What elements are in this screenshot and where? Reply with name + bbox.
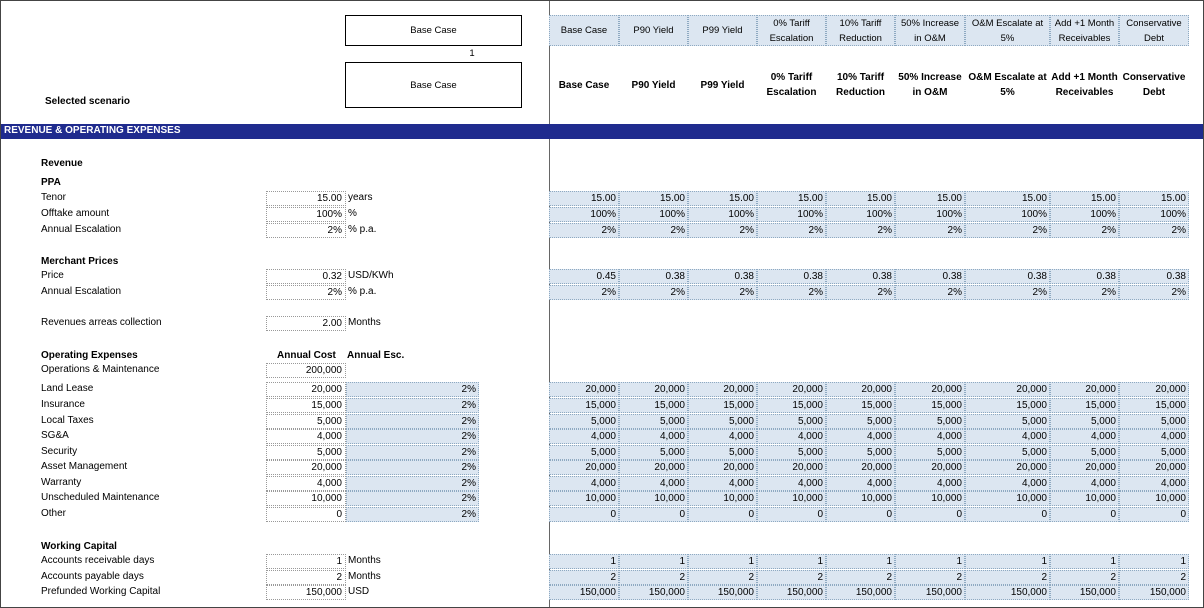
scenario-value: 4,000 bbox=[1050, 476, 1119, 491]
input-cell[interactable]: 1 bbox=[266, 554, 346, 569]
scenario-value: 150,000 bbox=[619, 585, 688, 600]
scenario-value: 5,000 bbox=[619, 445, 688, 460]
row-label: Asset Management bbox=[41, 461, 128, 472]
scenario-value: 2% bbox=[757, 223, 826, 238]
row-label: Insurance bbox=[41, 399, 85, 410]
scenario-value: 0.38 bbox=[1050, 269, 1119, 284]
row-label: Accounts payable days bbox=[41, 571, 144, 582]
scenario-value: 15.00 bbox=[757, 191, 826, 206]
scenario-value: 2% bbox=[549, 223, 619, 238]
scenario-value: 10,000 bbox=[895, 491, 965, 506]
unit-label: Months bbox=[348, 555, 381, 566]
scenario-value: 15,000 bbox=[895, 398, 965, 413]
scenario-value: 10,000 bbox=[1050, 491, 1119, 506]
scenario-value: 4,000 bbox=[757, 429, 826, 444]
scenario-header-7[interactable]: O&M Escalate at 5% bbox=[965, 15, 1050, 46]
escalation-cell[interactable]: 2% bbox=[346, 429, 479, 444]
scenario-value: 2% bbox=[965, 223, 1050, 238]
scenario-value: 10,000 bbox=[619, 491, 688, 506]
scenario-value: 0.38 bbox=[619, 269, 688, 284]
scenario-header-5[interactable]: 10% Tariff Reduction bbox=[826, 15, 895, 46]
input-cell[interactable]: 5,000 bbox=[266, 445, 346, 460]
row-label: Offtake amount bbox=[41, 208, 110, 219]
scenario-value: 1 bbox=[895, 554, 965, 569]
scenario-value: 1 bbox=[757, 554, 826, 569]
scenario-value: 4,000 bbox=[688, 476, 757, 491]
scenario-value: 20,000 bbox=[1119, 382, 1189, 397]
scenario-value: 5,000 bbox=[619, 414, 688, 429]
row-label: Local Taxes bbox=[41, 415, 94, 426]
scenario-value: 15,000 bbox=[965, 398, 1050, 413]
section-band bbox=[1, 124, 1204, 139]
scenario-value: 100% bbox=[1119, 207, 1189, 222]
scenario-value: 20,000 bbox=[757, 382, 826, 397]
scenario-label-6: 50% Increase in O&M bbox=[898, 72, 962, 98]
escalation-cell[interactable]: 2% bbox=[346, 414, 479, 429]
scenario-value: 15.00 bbox=[1119, 191, 1189, 206]
scenario-value: 1 bbox=[826, 554, 895, 569]
scenario-value: 0 bbox=[549, 507, 619, 522]
scenario-value: 4,000 bbox=[895, 429, 965, 444]
escalation-cell[interactable]: 2% bbox=[346, 382, 479, 397]
escalation-cell[interactable]: 2% bbox=[346, 507, 479, 522]
scenario-value: 20,000 bbox=[619, 460, 688, 475]
escalation-cell[interactable]: 2% bbox=[346, 398, 479, 413]
scenario-value: 15,000 bbox=[1050, 398, 1119, 413]
scenario-value: 1 bbox=[688, 554, 757, 569]
scenario-value: 20,000 bbox=[826, 460, 895, 475]
scenario-value: 4,000 bbox=[826, 429, 895, 444]
heading-working-capital: Working Capital bbox=[41, 541, 117, 552]
scenario-value: 4,000 bbox=[688, 429, 757, 444]
scenario-value: 0 bbox=[965, 507, 1050, 522]
row-label: Unscheduled Maintenance bbox=[41, 492, 160, 503]
scenario-value: 0 bbox=[826, 507, 895, 522]
scenario-value: 2 bbox=[965, 570, 1050, 585]
unit-label: years bbox=[348, 192, 373, 203]
scenario-value: 4,000 bbox=[1119, 476, 1189, 491]
scenario-value: 15.00 bbox=[965, 191, 1050, 206]
heading-revenue: Revenue bbox=[41, 158, 83, 169]
scenario-value: 1 bbox=[549, 554, 619, 569]
scenario-value: 15.00 bbox=[688, 191, 757, 206]
scenario-value: 2% bbox=[688, 285, 757, 300]
scenario-value: 150,000 bbox=[757, 585, 826, 600]
scenario-value: 2 bbox=[549, 570, 619, 585]
scenario-value: 2% bbox=[895, 223, 965, 238]
scenario-value: 150,000 bbox=[826, 585, 895, 600]
scenario-value: 2% bbox=[965, 285, 1050, 300]
scenario-value: 15,000 bbox=[688, 398, 757, 413]
scenario-value: 100% bbox=[619, 207, 688, 222]
input-cell[interactable]: 100% bbox=[266, 207, 346, 222]
input-cell[interactable]: 15,000 bbox=[266, 398, 346, 413]
input-cell[interactable]: 150,000 bbox=[266, 585, 346, 600]
scenario-value: 2% bbox=[895, 285, 965, 300]
scenario-value: 20,000 bbox=[965, 382, 1050, 397]
scenario-value: 5,000 bbox=[965, 414, 1050, 429]
scenario-value: 2% bbox=[826, 223, 895, 238]
scenario-value: 4,000 bbox=[965, 429, 1050, 444]
scenario-value: 5,000 bbox=[1119, 445, 1189, 460]
scenario-header-4[interactable]: 0% Tariff Escalation bbox=[757, 15, 826, 46]
scenario-value: 4,000 bbox=[826, 476, 895, 491]
scenario-header-6[interactable]: 50% Increase in O&M bbox=[895, 15, 965, 46]
escalation-cell[interactable]: 2% bbox=[346, 445, 479, 460]
input-cell[interactable]: 200,000 bbox=[266, 363, 346, 378]
row-label: Price bbox=[41, 270, 64, 281]
heading-ppa: PPA bbox=[41, 177, 61, 188]
scenario-value: 100% bbox=[965, 207, 1050, 222]
scenario-value: 4,000 bbox=[549, 429, 619, 444]
input-cell[interactable]: 2.00 bbox=[266, 316, 346, 331]
scenario-value: 20,000 bbox=[688, 460, 757, 475]
row-label: Operations & Maintenance bbox=[41, 364, 160, 375]
scenario-value: 0.38 bbox=[1119, 269, 1189, 284]
input-cell[interactable]: 0 bbox=[266, 507, 346, 522]
scenario-value: 0 bbox=[619, 507, 688, 522]
scenario-value: 10,000 bbox=[688, 491, 757, 506]
scenario-value: 2 bbox=[619, 570, 688, 585]
unit-label: % bbox=[348, 208, 357, 219]
input-cell[interactable]: 5,000 bbox=[266, 414, 346, 429]
scenario-value: 20,000 bbox=[1050, 460, 1119, 475]
row-label: Prefunded Working Capital bbox=[41, 586, 161, 597]
scenario-header-9[interactable]: Conservative Debt bbox=[1119, 15, 1189, 46]
scenario-value: 20,000 bbox=[549, 382, 619, 397]
scenario-value: 0 bbox=[1050, 507, 1119, 522]
scenario-value: 20,000 bbox=[1119, 460, 1189, 475]
scenario-value: 0.38 bbox=[688, 269, 757, 284]
scenario-value: 20,000 bbox=[619, 382, 688, 397]
row-label: Annual Escalation bbox=[41, 224, 122, 235]
scenario-value: 2 bbox=[688, 570, 757, 585]
scenario-value: 1 bbox=[1050, 554, 1119, 569]
scenario-value: 15.00 bbox=[549, 191, 619, 206]
scenario-value: 0 bbox=[1119, 507, 1189, 522]
scenario-value: 10,000 bbox=[757, 491, 826, 506]
scenario-value: 4,000 bbox=[549, 476, 619, 491]
scenario-value: 20,000 bbox=[1050, 382, 1119, 397]
scenario-value: 100% bbox=[895, 207, 965, 222]
scenario-value: 20,000 bbox=[895, 382, 965, 397]
scenario-value: 0.45 bbox=[549, 269, 619, 284]
row-label: Accounts receivable days bbox=[41, 555, 155, 566]
scenario-value: 0.38 bbox=[965, 269, 1050, 284]
escalation-cell[interactable]: 2% bbox=[346, 460, 479, 475]
scenario-value: 2 bbox=[1119, 570, 1189, 585]
scenario-value: 150,000 bbox=[1050, 585, 1119, 600]
scenario-value: 100% bbox=[549, 207, 619, 222]
scenario-value: 10,000 bbox=[965, 491, 1050, 506]
scenario-value: 10,000 bbox=[1119, 491, 1189, 506]
row-label: Land Lease bbox=[41, 383, 94, 394]
scenario-value: 20,000 bbox=[688, 382, 757, 397]
input-cell[interactable]: 2% bbox=[266, 285, 346, 300]
scenario-value: 4,000 bbox=[965, 476, 1050, 491]
heading-annual-esc: Annual Esc. bbox=[347, 350, 405, 361]
row-label: Revenues arreas collection bbox=[41, 317, 162, 328]
scenario-label-5: 10% Tariff Reduction bbox=[836, 72, 885, 98]
escalation-cell[interactable]: 2% bbox=[346, 491, 479, 506]
scenario-value: 5,000 bbox=[826, 445, 895, 460]
scenario-value: 150,000 bbox=[688, 585, 757, 600]
unit-label: Months bbox=[348, 571, 381, 582]
scenario-value: 0 bbox=[688, 507, 757, 522]
input-cell[interactable]: 2% bbox=[266, 223, 346, 238]
heading-merchant-prices: Merchant Prices bbox=[41, 256, 119, 267]
scenario-value: 4,000 bbox=[1119, 429, 1189, 444]
scenario-label-1: Base Case bbox=[558, 79, 610, 91]
scenario-label-2: P90 Yield bbox=[631, 79, 676, 91]
scenario-value: 15,000 bbox=[619, 398, 688, 413]
scenario-value: 1 bbox=[965, 554, 1050, 569]
scenario-value: 0.38 bbox=[757, 269, 826, 284]
scenario-value: 2 bbox=[1050, 570, 1119, 585]
scenario-value: 15,000 bbox=[1119, 398, 1189, 413]
row-label: Warranty bbox=[41, 477, 82, 488]
input-cell[interactable]: 20,000 bbox=[266, 382, 346, 397]
selected-scenario-value: Base Case bbox=[410, 79, 457, 91]
selected-scenario-label: Selected scenario bbox=[45, 96, 131, 107]
scenario-value: 20,000 bbox=[549, 460, 619, 475]
scenario-value: 0 bbox=[895, 507, 965, 522]
scenario-label-9: Conservative Debt bbox=[1122, 72, 1186, 98]
input-cell[interactable]: 4,000 bbox=[266, 429, 346, 444]
scenario-value: 5,000 bbox=[757, 445, 826, 460]
scenario-value: 4,000 bbox=[757, 476, 826, 491]
scenario-value: 15.00 bbox=[826, 191, 895, 206]
scenario-value: 2% bbox=[688, 223, 757, 238]
scenario-value: 150,000 bbox=[895, 585, 965, 600]
scenario-header-1[interactable]: Base Case bbox=[549, 15, 619, 46]
scenario-label-7: O&M Escalate at 5% bbox=[968, 72, 1047, 98]
heading-annual-cost: Annual Cost bbox=[277, 350, 336, 361]
scenario-value: 5,000 bbox=[826, 414, 895, 429]
unit-label: USD bbox=[348, 586, 370, 597]
scenario-value: 2% bbox=[549, 285, 619, 300]
scenario-value: 2 bbox=[826, 570, 895, 585]
scenario-value: 5,000 bbox=[1050, 414, 1119, 429]
scenario-value: 2% bbox=[1119, 285, 1189, 300]
scenario-dropdown-value: Base Case bbox=[410, 25, 457, 36]
scenario-value: 150,000 bbox=[1119, 585, 1189, 600]
scenario-value: 10,000 bbox=[549, 491, 619, 506]
scenario-header-3[interactable]: P99 Yield bbox=[688, 15, 757, 46]
scenario-value: 5,000 bbox=[895, 445, 965, 460]
scenario-value: 2 bbox=[757, 570, 826, 585]
scenario-value: 15,000 bbox=[549, 398, 619, 413]
scenario-value: 15.00 bbox=[619, 191, 688, 206]
scenario-value: 2% bbox=[619, 223, 688, 238]
input-cell[interactable]: 20,000 bbox=[266, 460, 346, 475]
scenario-label-4: 0% Tariff Escalation bbox=[766, 72, 817, 98]
scenario-value: 2% bbox=[757, 285, 826, 300]
scenario-value: 4,000 bbox=[619, 476, 688, 491]
scenario-value: 20,000 bbox=[826, 382, 895, 397]
scenario-value: 5,000 bbox=[688, 445, 757, 460]
scenario-value: 10,000 bbox=[826, 491, 895, 506]
scenario-value: 5,000 bbox=[549, 445, 619, 460]
scenario-value: 4,000 bbox=[895, 476, 965, 491]
scenario-value: 1 bbox=[619, 554, 688, 569]
scenario-value: 150,000 bbox=[965, 585, 1050, 600]
scenario-value: 5,000 bbox=[757, 414, 826, 429]
row-label: Security bbox=[41, 446, 78, 457]
unit-label: USD/KWh bbox=[348, 270, 394, 281]
row-label: SG&A bbox=[41, 430, 69, 441]
scenario-dropdown[interactable] bbox=[345, 15, 522, 46]
scenario-value: 100% bbox=[1050, 207, 1119, 222]
scenario-value: 5,000 bbox=[965, 445, 1050, 460]
row-label: Annual Escalation bbox=[41, 286, 122, 297]
scenario-value: 100% bbox=[826, 207, 895, 222]
scenario-value: 20,000 bbox=[895, 460, 965, 475]
scenario-value: 0.38 bbox=[826, 269, 895, 284]
scenario-value: 100% bbox=[757, 207, 826, 222]
input-cell[interactable]: 0.32 bbox=[266, 269, 346, 284]
scenario-value: 2% bbox=[1050, 285, 1119, 300]
input-cell[interactable]: 4,000 bbox=[266, 476, 346, 491]
section-title: REVENUE & OPERATING EXPENSES bbox=[4, 125, 181, 136]
scenario-label-3: P99 Yield bbox=[700, 79, 745, 91]
scenario-value: 0.38 bbox=[895, 269, 965, 284]
scenario-value: 5,000 bbox=[895, 414, 965, 429]
scenario-value: 2% bbox=[619, 285, 688, 300]
scenario-value: 20,000 bbox=[965, 460, 1050, 475]
scenario-value: 0 bbox=[757, 507, 826, 522]
input-cell[interactable]: 2 bbox=[266, 570, 346, 585]
scenario-value: 5,000 bbox=[1119, 414, 1189, 429]
scenario-value: 2% bbox=[1050, 223, 1119, 238]
scenario-value: 150,000 bbox=[549, 585, 619, 600]
scenario-header-8[interactable]: Add +1 Month Receivables bbox=[1050, 15, 1119, 46]
scenario-value: 15,000 bbox=[757, 398, 826, 413]
scenario-value: 4,000 bbox=[1050, 429, 1119, 444]
escalation-cell[interactable]: 2% bbox=[346, 476, 479, 491]
scenario-value: 15,000 bbox=[826, 398, 895, 413]
selected-scenario-box bbox=[345, 62, 522, 108]
scenario-value: 5,000 bbox=[549, 414, 619, 429]
scenario-value: 5,000 bbox=[1050, 445, 1119, 460]
scenario-label-8: Add +1 Month Receivables bbox=[1051, 72, 1118, 98]
heading-operating-expenses: Operating Expenses bbox=[41, 350, 138, 361]
scenario-value: 1 bbox=[1119, 554, 1189, 569]
input-cell[interactable]: 15.00 bbox=[266, 191, 346, 206]
scenario-index: 1 bbox=[469, 48, 475, 59]
unit-label: % p.a. bbox=[348, 286, 377, 297]
row-label: Other bbox=[41, 508, 67, 519]
scenario-value: 2% bbox=[826, 285, 895, 300]
scenario-header-2[interactable]: P90 Yield bbox=[619, 15, 688, 46]
scenario-value: 20,000 bbox=[757, 460, 826, 475]
input-cell[interactable]: 10,000 bbox=[266, 491, 346, 506]
scenario-value: 15.00 bbox=[895, 191, 965, 206]
row-label: Tenor bbox=[41, 192, 67, 203]
unit-label: Months bbox=[348, 317, 381, 328]
unit-label: % p.a. bbox=[348, 224, 377, 235]
scenario-value: 100% bbox=[688, 207, 757, 222]
scenario-value: 2 bbox=[895, 570, 965, 585]
scenario-value: 2% bbox=[1119, 223, 1189, 238]
scenario-value: 4,000 bbox=[619, 429, 688, 444]
scenario-value: 15.00 bbox=[1050, 191, 1119, 206]
scenario-value: 5,000 bbox=[688, 414, 757, 429]
